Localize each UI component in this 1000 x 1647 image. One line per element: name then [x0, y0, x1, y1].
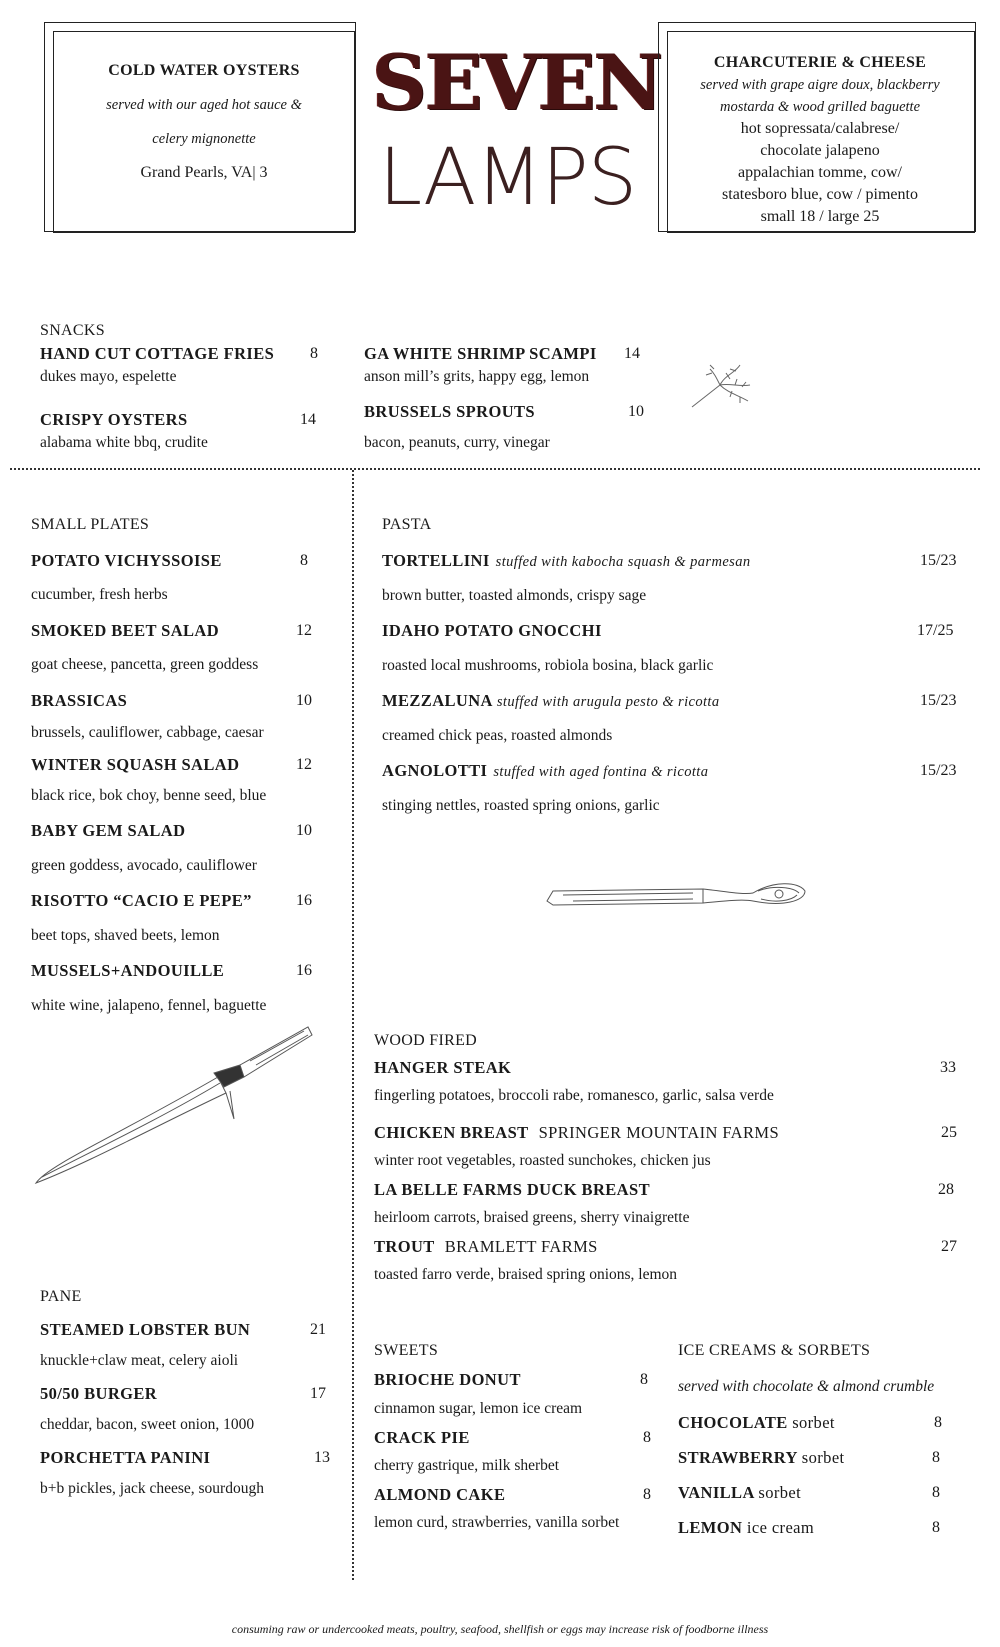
small-plate-desc-5: green goddess, avocado, cauliflower: [31, 857, 257, 874]
wood-fired-desc-4: toasted farro verde, braised spring onions, lemon: [374, 1266, 678, 1283]
small-plate-name-1: POTATO VICHYSSOISE: [31, 551, 222, 570]
sweet-name-2: CRACK PIE: [374, 1428, 470, 1447]
snack-desc-2: alabama white bbq, crudite: [40, 434, 208, 451]
ice-cream-item-1: [678, 1413, 835, 1433]
ice-creams-note: served with chocolate & almond crumble: [678, 1378, 935, 1395]
pasta-item-2: [382, 621, 602, 641]
snack-desc-3: anson mill’s grits, happy egg, lemon: [364, 368, 590, 385]
pasta-name-3: MEZZALUNA: [382, 691, 493, 710]
snack-price-1: 8: [310, 345, 318, 362]
ice-cream-item-2: [678, 1448, 845, 1468]
small-plate-price-5: 10: [296, 822, 312, 839]
pasta-item-4: [382, 761, 708, 781]
charcuterie-line-2: chocolate jalapeno: [760, 142, 880, 159]
ice-cream-item-3: [678, 1483, 801, 1503]
pasta-note-1: stuffed with kabocha squash & parmesan: [495, 554, 751, 570]
ice-cream-sub-4: ice cream: [746, 1518, 815, 1537]
sweet-name-3: ALMOND CAKE: [374, 1485, 506, 1504]
wood-fired-item-2: [374, 1123, 779, 1143]
ice-cream-sub-3: sorbet: [758, 1483, 802, 1502]
oysters-box: [54, 60, 354, 184]
wood-fired-desc-1: fingerling potatoes, broccoli rabe, romanesco, garlic, salsa verde: [374, 1087, 774, 1104]
sweet-desc-3: lemon curd, strawberries, vanilla sorbet: [374, 1514, 620, 1531]
small-plate-price-3: 10: [296, 692, 312, 709]
snack-price-3: 14: [624, 345, 640, 362]
sweet-price-3: 8: [643, 1486, 651, 1503]
pasta-name-2: IDAHO POTATO GNOCCHI: [382, 621, 602, 640]
small-plate-price-1: 8: [300, 552, 308, 569]
pane-desc-3: b+b pickles, jack cheese, sourdough: [40, 1480, 264, 1497]
pasta-item-3: [382, 691, 720, 711]
ice-creams-heading: ICE CREAMS & SORBETS: [678, 1342, 871, 1359]
pasta-name-1: TORTELLINI: [382, 551, 490, 570]
oysters-note-1: served with our aged hot sauce &: [106, 97, 302, 113]
oysters-title: COLD WATER OYSTERS: [108, 62, 300, 79]
snack-desc-4: bacon, peanuts, curry, vinegar: [364, 434, 550, 451]
herb-sketch-icon: [680, 355, 760, 415]
logo-lamps: LAMPS: [378, 133, 637, 223]
ice-cream-price-2: 8: [932, 1449, 940, 1466]
pasta-heading: PASTA: [382, 516, 432, 533]
ice-cream-name-1: CHOCOLATE: [678, 1413, 788, 1432]
pasta-price-3: 15/23: [920, 692, 957, 709]
ice-cream-name-4: LEMON: [678, 1518, 743, 1537]
pane-name-2: 50/50 BURGER: [40, 1384, 158, 1403]
small-plate-name-4: WINTER SQUASH SALAD: [31, 755, 240, 774]
pasta-price-4: 15/23: [920, 762, 957, 779]
wood-fired-price-3: 28: [938, 1181, 954, 1198]
ice-cream-price-4: 8: [932, 1519, 940, 1536]
small-plate-desc-3: brussels, cauliflower, cabbage, caesar: [31, 724, 264, 741]
pane-heading: PANE: [40, 1288, 82, 1305]
pane-desc-1: knuckle+claw meat, celery aioli: [40, 1352, 239, 1369]
ice-cream-name-2: STRAWBERRY: [678, 1448, 798, 1467]
pane-desc-2: cheddar, bacon, sweet onion, 1000: [40, 1416, 255, 1433]
wood-fired-name-3: LA BELLE FARMS DUCK BREAST: [374, 1180, 650, 1199]
snack-name-2: CRISPY OYSTERS: [40, 410, 188, 429]
wood-fired-name-1: HANGER STEAK: [374, 1058, 512, 1077]
sweet-desc-1: cinnamon sugar, lemon ice cream: [374, 1400, 583, 1417]
small-plate-name-2: SMOKED BEET SALAD: [31, 621, 220, 640]
ice-cream-price-1: 8: [934, 1414, 942, 1431]
foodborne-illness-disclaimer: consuming raw or undercooked meats, poultry, seafood, shellfish or eggs may increase risk of foodborne illness: [231, 1622, 769, 1636]
logo-seven: SEVEN: [372, 38, 662, 127]
wood-fired-name-4: TROUT: [374, 1237, 435, 1256]
wood-fired-price-2: 25: [941, 1124, 957, 1141]
sweet-name-1: BRIOCHE DONUT: [374, 1370, 521, 1389]
charcuterie-note-1: served with grape aigre doux, blackberry: [700, 77, 940, 93]
charcuterie-title: CHARCUTERIE & CHEESE: [713, 54, 927, 71]
wood-fired-sub-2: SPRINGER MOUNTAIN FARMS: [538, 1123, 780, 1142]
pasta-price-2: 17/25: [917, 622, 954, 639]
pasta-note-3: stuffed with arugula pesto & ricotta: [496, 694, 720, 710]
wood-fired-item-1: [374, 1058, 511, 1078]
ice-cream-name-3: VANILLA: [678, 1483, 754, 1502]
ice-cream-sub-1: sorbet: [792, 1413, 835, 1432]
charcuterie-line-1: hot sopressata/calabrese/: [740, 120, 900, 137]
wood-fired-item-3: [374, 1180, 650, 1200]
sweet-desc-2: cherry gastrique, milk sherbet: [374, 1457, 560, 1474]
snack-name-3: GA WHITE SHRIMP SCAMPI: [364, 344, 597, 363]
wood-fired-desc-3: heirloom carrots, braised greens, sherry vinaigrette: [374, 1209, 690, 1226]
ice-cream-item-4: [678, 1518, 814, 1538]
small-plate-price-4: 12: [296, 756, 312, 773]
pasta-item-1: [382, 551, 751, 571]
charcuterie-line-5: small 18 / large 25: [760, 208, 880, 225]
wood-fired-item-4: [374, 1237, 598, 1257]
pasta-desc-3: creamed chick peas, roasted almonds: [382, 727, 613, 744]
wood-fired-desc-2: winter root vegetables, roasted sunchokes, chicken jus: [374, 1152, 711, 1169]
wood-fired-price-4: 27: [941, 1238, 957, 1255]
oysters-item: Grand Pearls, VA| 3: [140, 164, 268, 181]
pane-price-3: 13: [314, 1449, 330, 1466]
knife-sketch-icon: [28, 1025, 318, 1195]
snack-desc-1: dukes mayo, espelette: [40, 368, 177, 385]
charcuterie-box: [662, 52, 978, 228]
pasta-name-4: AGNOLOTTI: [382, 761, 488, 780]
small-plate-desc-6: beet tops, shaved beets, lemon: [31, 927, 220, 944]
charcuterie-line-3: appalachian tomme, cow/: [738, 164, 902, 181]
oysters-note-2: celery mignonette: [152, 131, 256, 147]
pane-name-3: PORCHETTA PANINI: [40, 1448, 211, 1467]
small-plate-desc-1: cucumber, fresh herbs: [31, 586, 168, 603]
small-plate-name-6: RISOTTO “CACIO E PEPE”: [31, 891, 252, 910]
wood-fired-name-2: CHICKEN BREAST: [374, 1123, 529, 1142]
wood-fired-sub-4: BRAMLETT FARMS: [444, 1237, 598, 1256]
pane-price-1: 21: [310, 1321, 326, 1338]
sweets-heading: SWEETS: [374, 1342, 439, 1359]
charcuterie-line-4: statesboro blue, cow / pimento: [722, 186, 918, 203]
ice-cream-sub-2: sorbet: [801, 1448, 845, 1467]
small-plate-name-7: MUSSELS+ANDOUILLE: [31, 961, 225, 980]
snacks-heading: SNACKS: [40, 322, 105, 339]
pasta-desc-1: brown butter, toasted almonds, crispy sage: [382, 587, 647, 604]
small-plate-price-7: 16: [296, 962, 312, 979]
pasta-desc-2: roasted local mushrooms, robiola bosina, black garlic: [382, 657, 714, 674]
snack-price-4: 10: [628, 403, 644, 420]
ice-cream-price-3: 8: [932, 1484, 940, 1501]
horizontal-dotted-divider: [10, 468, 980, 470]
small-plate-desc-4: black rice, bok choy, benne seed, blue: [31, 787, 267, 804]
wood-fired-heading: WOOD FIRED: [374, 1032, 477, 1049]
small-plate-desc-7: white wine, jalapeno, fennel, baguette: [31, 997, 267, 1014]
small-plate-price-6: 16: [296, 892, 312, 909]
vertical-dotted-divider: [352, 470, 354, 1580]
snack-name-4: BRUSSELS SPROUTS: [364, 402, 536, 421]
pane-price-2: 17: [310, 1385, 326, 1402]
snack-name-1: HAND CUT COTTAGE FRIES: [40, 344, 275, 363]
small-plate-desc-2: goat cheese, pancetta, green goddess: [31, 656, 259, 673]
wood-fired-price-1: 33: [940, 1059, 956, 1076]
small-plates-heading: SMALL PLATES: [31, 516, 150, 533]
pane-name-1: STEAMED LOBSTER BUN: [40, 1320, 251, 1339]
small-plate-name-3: BRASSICAS: [31, 691, 128, 710]
pasta-desc-4: stinging nettles, roasted spring onions, garlic: [382, 797, 660, 814]
sweet-price-1: 8: [640, 1371, 648, 1388]
charcuterie-note-2: mostarda & wood grilled baguette: [719, 99, 921, 115]
small-plate-price-2: 12: [296, 622, 312, 639]
small-plate-name-5: BABY GEM SALAD: [31, 821, 186, 840]
snack-price-2: 14: [300, 411, 316, 428]
sweet-price-2: 8: [643, 1429, 651, 1446]
butter-knife-sketch-icon: [543, 875, 808, 915]
pasta-note-4: stuffed with aged fontina & ricotta: [493, 764, 709, 780]
pasta-price-1: 15/23: [920, 552, 957, 569]
